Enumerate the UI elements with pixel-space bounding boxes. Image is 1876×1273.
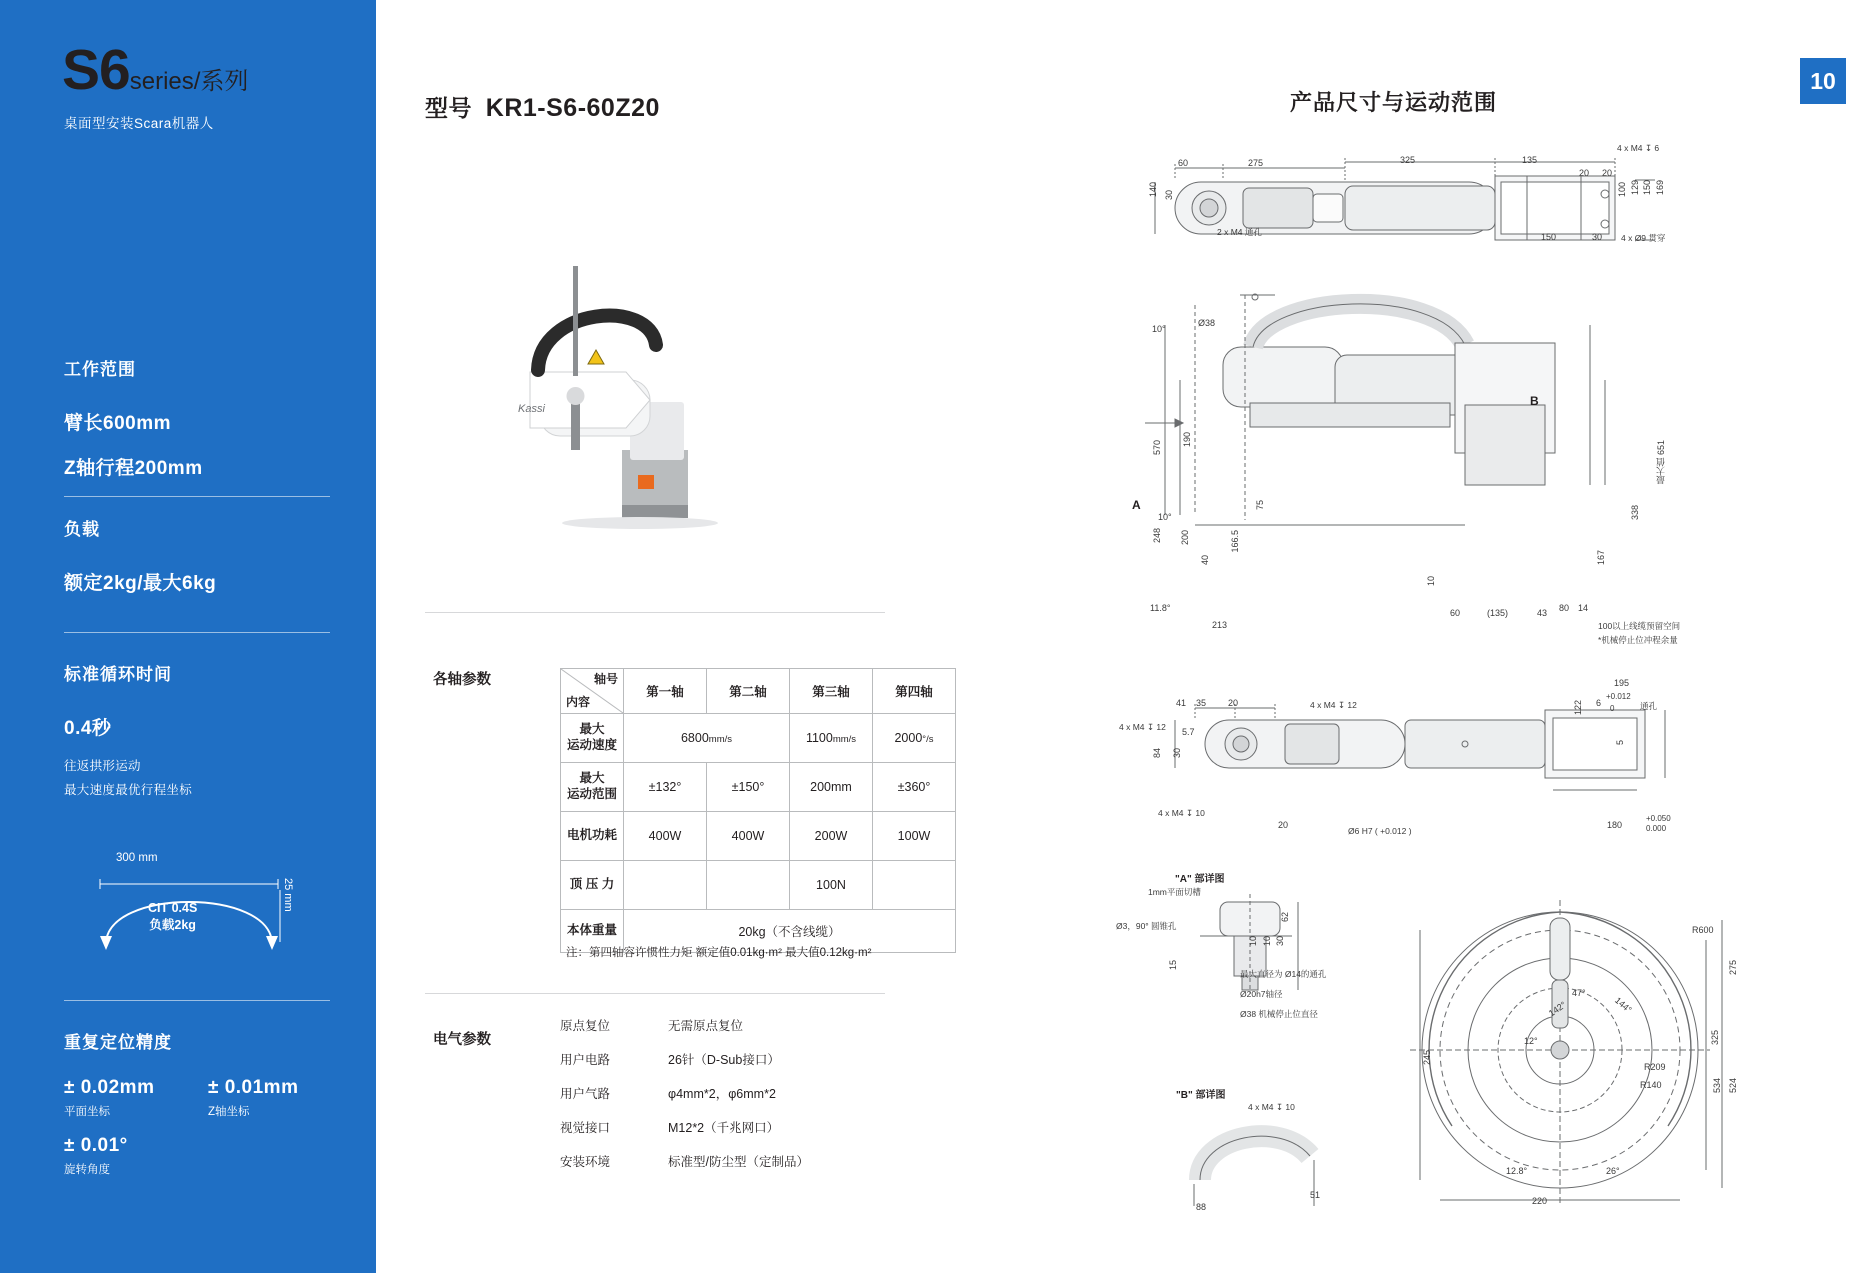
dim-r140: R140 xyxy=(1640,1080,1662,1090)
model-title xyxy=(425,90,660,123)
note-max-hole: 最大直径为 Ø14的通孔 xyxy=(1240,969,1327,979)
row-label-press-force: 顶 压 力 xyxy=(561,861,624,910)
section-repeatability xyxy=(64,1028,330,1175)
cycle-motion-diagram xyxy=(64,852,314,962)
dim-26deg: 26° xyxy=(1606,1166,1620,1176)
dim-275: 275 xyxy=(1248,158,1264,168)
max-speed-axis12: 6800mm/s xyxy=(624,714,790,763)
dim-80: 80 xyxy=(1559,603,1570,613)
dim-r600: R600 xyxy=(1692,925,1714,935)
dim-a-62: 62 xyxy=(1280,912,1290,923)
dim-60b: 60 xyxy=(1450,608,1461,618)
range-axis1: ±132° xyxy=(624,763,707,812)
dim-tol-up: +0.012 xyxy=(1606,692,1631,701)
robot-photo xyxy=(500,250,790,540)
model-code: KR1-S6-60Z20 xyxy=(485,94,660,122)
section-title: 负载 xyxy=(64,520,100,539)
power-axis2: 400W xyxy=(707,812,790,861)
dim-20b: 20 xyxy=(1602,168,1613,178)
note-through-hole: 通孔 xyxy=(1640,701,1658,711)
accuracy-xy: ± 0.02mm xyxy=(64,1077,155,1098)
section-cycle-time xyxy=(64,660,330,798)
col-axis-2: 第二轴 xyxy=(707,669,790,714)
dim-47deg: 47° xyxy=(1572,988,1586,998)
table-corner-cell xyxy=(561,669,624,714)
power-axis3: 200W xyxy=(790,812,873,861)
dim-a-15: 15 xyxy=(1168,960,1178,971)
dim-30b: 30 xyxy=(1592,232,1603,242)
dim-b-51: 51 xyxy=(1310,1190,1321,1200)
dim-167: 167 xyxy=(1596,550,1606,566)
power-axis1: 400W xyxy=(624,812,707,861)
dim-10deg: 10° xyxy=(1152,324,1166,334)
elec-key-1: 用户电路 xyxy=(560,1053,611,1067)
dim-128deg: 12.8° xyxy=(1506,1166,1528,1176)
dim-mr-534: 534 xyxy=(1712,1078,1722,1094)
row-label-motor-power: 电机功耗 xyxy=(561,812,624,861)
col-axis-1: 第一轴 xyxy=(624,669,707,714)
table-row xyxy=(561,763,956,812)
press-axis4 xyxy=(873,861,956,910)
section-title: 重复定位精度 xyxy=(64,1033,172,1052)
elec-key-4: 安装环境 xyxy=(560,1155,611,1169)
section-marker-a: A xyxy=(1132,498,1141,512)
dim-122: 122 xyxy=(1573,700,1583,716)
range-axis3: 200mm xyxy=(790,763,873,812)
elec-block-label: 电气参数 xyxy=(433,1032,491,1048)
col-axis-3: 第三轴 xyxy=(790,669,873,714)
row-label-max-range: 最大 运动范围 xyxy=(561,763,624,812)
dim-30: 30 xyxy=(1164,190,1174,201)
cycle-vertical-dim: 25 mm xyxy=(282,878,294,912)
note-stopper-dia: Ø38 机械停止位直径 xyxy=(1240,1009,1318,1019)
drawings-title: 产品尺寸与运动范围 xyxy=(1290,90,1498,115)
elec-key-0: 原点复位 xyxy=(560,1019,611,1033)
elec-val-1: 26针（D-Sub接口） xyxy=(668,1053,780,1067)
dim-84: 84 xyxy=(1152,748,1162,759)
dim-a-30: 30 xyxy=(1275,936,1285,947)
dim-phi38: Ø38 xyxy=(1198,318,1216,328)
section-marker-b: B xyxy=(1530,394,1539,408)
note-m4-10a: 4 x M4 ↧ 10 xyxy=(1158,808,1205,818)
max-speed-axis3: 1100mm/s xyxy=(790,714,873,763)
series-code: S6 xyxy=(62,38,130,102)
dim-5: 5 xyxy=(1615,740,1625,746)
table-row xyxy=(561,861,956,910)
dim-248: 248 xyxy=(1152,528,1162,544)
dim-166: 166.5 xyxy=(1230,530,1240,553)
press-axis3: 100N xyxy=(790,861,873,910)
cycle-text-2: 负载2kg xyxy=(149,917,196,932)
dim-20c: 20 xyxy=(1228,698,1239,708)
dim-41: 41 xyxy=(1176,698,1187,708)
cycle-text-1: CIT 0.4S xyxy=(148,901,198,915)
cycle-time-value: 0.4秒 xyxy=(64,718,112,739)
table-row xyxy=(561,714,956,763)
dim-150: 150 xyxy=(1642,180,1652,196)
range-axis2: ±150° xyxy=(707,763,790,812)
col-axis-4: 第四轴 xyxy=(873,669,956,714)
max-speed-axis4: 2000°/s xyxy=(873,714,956,763)
series-title xyxy=(62,38,249,102)
dim-135: 135 xyxy=(1522,155,1538,165)
detail-b-title: "B" 部详图 xyxy=(1176,1090,1226,1101)
accuracy-z: ± 0.01mm xyxy=(208,1077,299,1098)
axis-block-label: 各轴参数 xyxy=(433,672,491,688)
arm-length: 臂长600mm xyxy=(64,413,171,434)
press-axis2 xyxy=(707,861,790,910)
dim-10c: 10 xyxy=(1426,576,1436,587)
note-m4-12b: 4 x M4 ↧ 12 xyxy=(1310,700,1357,710)
dim-max651: 最大值 651 xyxy=(1656,440,1666,485)
dim-tol-lo: 0 xyxy=(1610,704,1615,713)
dim-325: 325 xyxy=(1400,155,1416,165)
dim-tol-up2: +0.050 xyxy=(1646,814,1671,823)
corner-top-label: 轴号 xyxy=(593,672,618,686)
table-row xyxy=(561,812,956,861)
cycle-note-2: 最大速度最优行程坐标 xyxy=(64,783,193,797)
dim-169: 169 xyxy=(1655,180,1665,196)
dim-10deg-b: 10° xyxy=(1158,512,1172,522)
power-axis4: 100W xyxy=(873,812,956,861)
dim-30c: 30 xyxy=(1172,748,1182,759)
dim-14: 14 xyxy=(1578,603,1589,613)
row-label-weight: 本体重量 xyxy=(561,910,624,953)
press-axis1 xyxy=(624,861,707,910)
dim-180: 180 xyxy=(1607,820,1623,830)
dim-35: 35 xyxy=(1196,698,1207,708)
note-cone-hole: Ø3，90° 圆锥孔 xyxy=(1116,921,1177,931)
dim-mr-220: 220 xyxy=(1532,1196,1548,1206)
note-m4-12a: 4 x M4 ↧ 12 xyxy=(1119,722,1166,732)
dim-20d: 20 xyxy=(1278,820,1289,830)
dim-mr-524: 524 xyxy=(1728,1078,1738,1094)
section-payload xyxy=(64,515,330,595)
accuracy-xy-label: 平面坐标 xyxy=(64,1106,110,1118)
dim-338: 338 xyxy=(1630,505,1640,521)
note-stopper-margin: *机械停止位冲程余量 xyxy=(1598,635,1678,645)
section-title: 标准循环时间 xyxy=(64,665,172,684)
accuracy-z-label: Z轴坐标 xyxy=(208,1106,250,1118)
side-view-drawing xyxy=(1135,285,1775,535)
dim-tol-lo2: 0.000 xyxy=(1646,824,1667,833)
note-m4-through: 2 x M4 通孔 xyxy=(1217,227,1262,237)
dim-40: 40 xyxy=(1200,555,1210,566)
axis-parameter-table xyxy=(560,668,956,953)
note-shaft-dia: Ø20h7轴径 xyxy=(1240,989,1283,999)
series-suffix: series/系列 xyxy=(129,68,249,95)
divider-3 xyxy=(64,1000,330,1001)
dim-r209: R209 xyxy=(1644,1062,1666,1072)
elec-val-2: φ4mm*2，φ6mm*2 xyxy=(668,1087,776,1101)
dim-43: 43 xyxy=(1537,608,1548,618)
dim-100: 100 xyxy=(1617,182,1627,198)
dim-75: 75 xyxy=(1255,500,1265,511)
dim-57: 5.7 xyxy=(1182,727,1195,737)
table-header-row xyxy=(561,669,956,714)
divider-mid-2 xyxy=(425,993,885,994)
note-h7: Ø6 H7 ( +0.012 ) xyxy=(1348,826,1412,836)
dim-mr-245: 245 xyxy=(1422,1050,1432,1066)
dim-190: 190 xyxy=(1182,432,1192,448)
dim-129: 129 xyxy=(1630,180,1640,196)
motion-range-drawing xyxy=(1400,900,1740,1220)
section-title: 工作范围 xyxy=(64,360,136,379)
dim-213: 213 xyxy=(1212,620,1228,630)
detail-a-title: "A" 部详图 xyxy=(1175,874,1225,885)
note-9-through: 4 x Ø9 贯穿 xyxy=(1621,233,1666,243)
divider-2 xyxy=(64,632,330,633)
note-cable-space: 100以上线缆预留空间 xyxy=(1598,621,1681,631)
row-label-max-speed: 最大 运动速度 xyxy=(561,714,624,763)
cycle-note-1: 往返拱形运动 xyxy=(64,759,141,773)
body-weight-value: 20kg（不含线缆） xyxy=(624,910,956,953)
dim-195: 195 xyxy=(1614,678,1630,688)
section-working-range xyxy=(64,355,330,480)
payload-value: 额定2kg/最大6kg xyxy=(64,573,217,594)
z-stroke: Z轴行程200mm xyxy=(64,458,203,479)
range-axis4: ±360° xyxy=(873,763,956,812)
detail-view-drawing xyxy=(1135,690,1775,830)
elec-key-3: 视觉接口 xyxy=(560,1121,611,1135)
note-m4-10b: 4 x M4 ↧ 10 xyxy=(1248,1102,1295,1112)
dim-6: 6 xyxy=(1596,698,1602,708)
dim-144deg: 144° xyxy=(1612,995,1634,1015)
page-number: 10 xyxy=(1800,58,1846,104)
dim-140: 140 xyxy=(1148,182,1158,198)
cycle-text xyxy=(148,900,197,934)
model-label: 型号 xyxy=(425,95,472,121)
dim-60: 60 xyxy=(1178,158,1189,168)
dim-b-88: 88 xyxy=(1196,1202,1207,1212)
note-m4-6: 4 x M4 ↧ 6 xyxy=(1617,143,1660,153)
dim-570: 570 xyxy=(1152,440,1162,456)
cycle-horizontal-dim: 300 mm xyxy=(116,852,158,864)
left-sidebar xyxy=(0,0,376,1273)
series-description: 桌面型安装Scara机器人 xyxy=(64,116,214,131)
dim-200: 200 xyxy=(1180,530,1190,546)
table-note: 注：第四轴容许惯性力矩 额定值0.01kg·m² 最大值0.12kg·m² xyxy=(566,947,872,959)
dim-118deg: 11.8° xyxy=(1150,603,1171,613)
elec-val-4: 标准型/防尘型（定制品） xyxy=(668,1155,809,1169)
elec-val-0: 无需原点复位 xyxy=(668,1019,744,1033)
top-view-drawing xyxy=(1135,150,1765,280)
dim-12deg: 12° xyxy=(1524,1036,1538,1046)
elec-key-2: 用户气路 xyxy=(560,1087,611,1101)
corner-bottom-label: 内容 xyxy=(566,695,591,709)
dim-135b: (135) xyxy=(1487,608,1509,618)
dim-mr-275: 275 xyxy=(1728,960,1738,976)
elec-val-3: M12*2（千兆网口） xyxy=(668,1121,780,1135)
accuracy-rot-label: 旋转角度 xyxy=(64,1164,110,1176)
dim-150b: 150 xyxy=(1541,232,1557,242)
dim-142deg: 142° xyxy=(1546,999,1568,1019)
svg-text:Kassi: Kassi xyxy=(518,403,545,415)
dim-mr-325: 325 xyxy=(1710,1030,1720,1046)
accuracy-rot: ± 0.01° xyxy=(64,1135,128,1156)
dim-20a: 20 xyxy=(1579,168,1590,178)
note-1mm-groove: 1mm平面切槽 xyxy=(1148,887,1201,897)
divider-mid-1 xyxy=(425,612,885,613)
dim-a-10a: 10 xyxy=(1248,936,1258,947)
divider-1 xyxy=(64,496,330,497)
dim-a-10b: 10 xyxy=(1262,936,1272,947)
